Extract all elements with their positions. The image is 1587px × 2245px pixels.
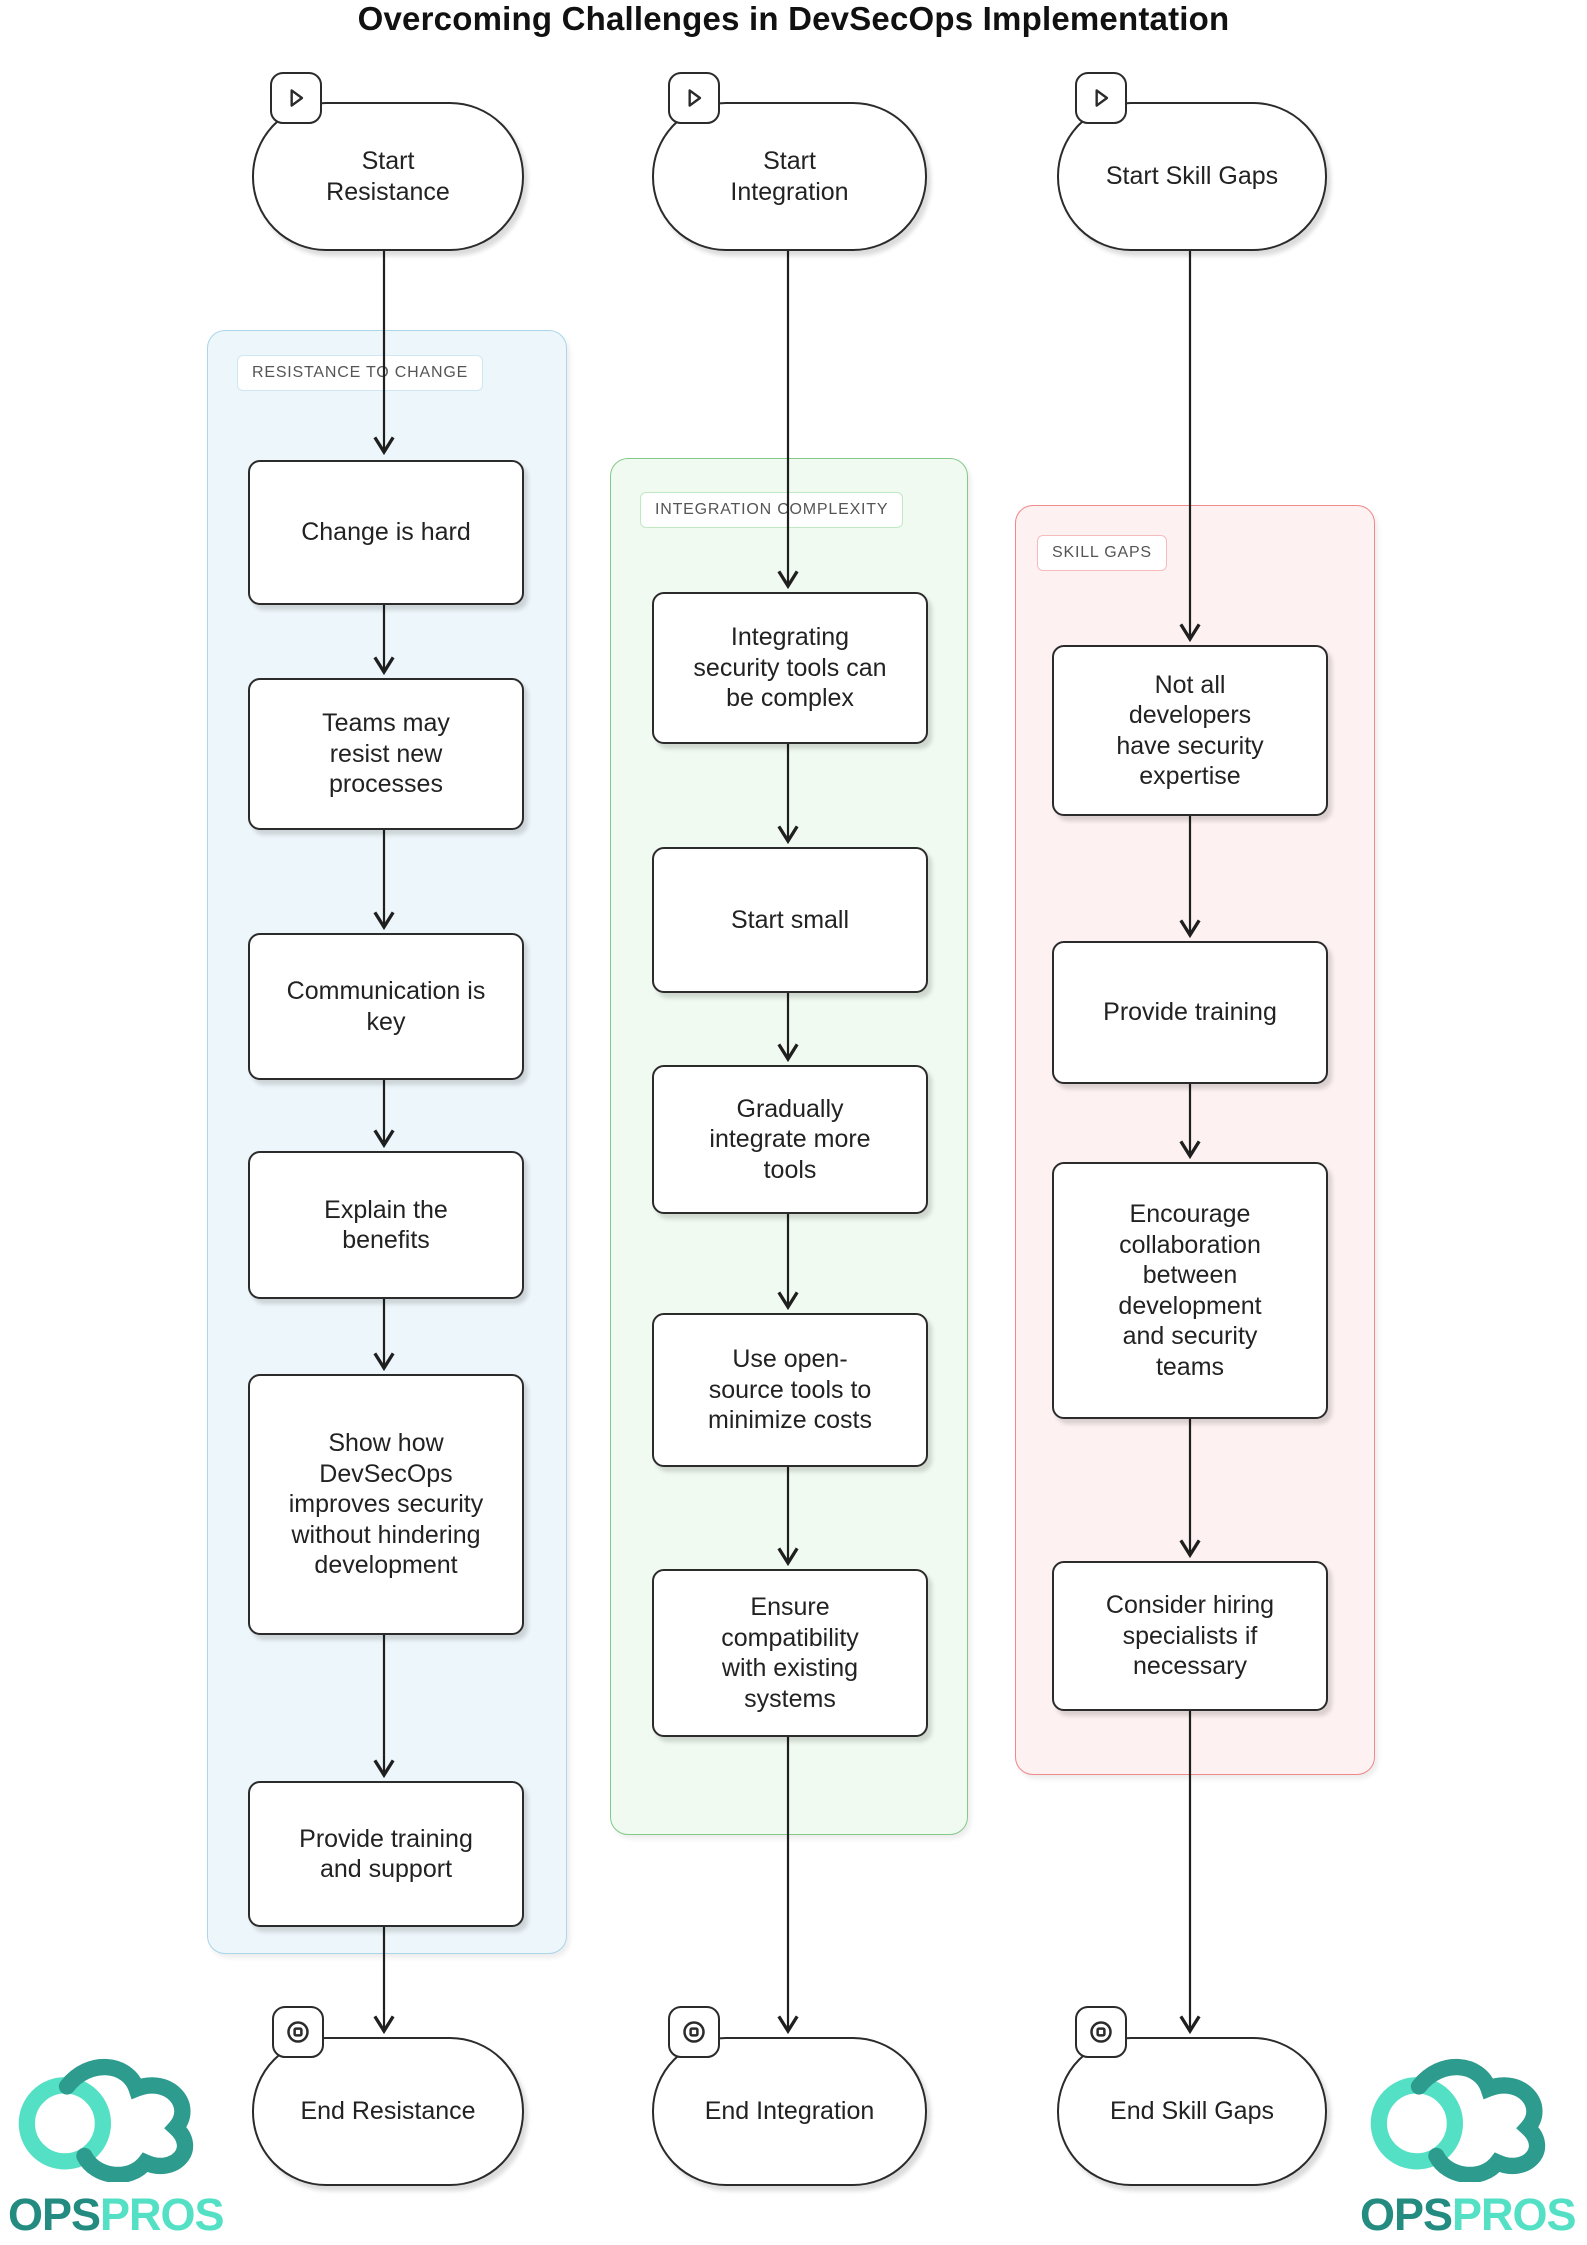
- node-start-small: [652, 847, 928, 993]
- opspros-cloud-icon: [1360, 2056, 1578, 2182]
- play-icon: [668, 72, 720, 124]
- node-label: Teams may resist new processes: [322, 709, 450, 799]
- node-label: End Skill Gaps: [1110, 2097, 1274, 2126]
- node-provide-training-support: [248, 1781, 524, 1927]
- node-label: Consider hiring specialists if necessary: [1105, 1591, 1275, 1681]
- stop-icon: [1075, 2006, 1127, 2058]
- play-icon: [270, 72, 322, 124]
- node-label: End Integration: [704, 2097, 875, 2126]
- node-change-is-hard: [248, 460, 524, 605]
- node-label: Change is hard: [301, 518, 471, 547]
- node-integrating-complex: [652, 592, 928, 744]
- logo-text-pros: PROS: [100, 2189, 224, 2240]
- node-end-resistance: [252, 2037, 524, 2186]
- node-communication-key: [248, 933, 524, 1080]
- node-start-resistance: [252, 102, 524, 251]
- node-gradually-integrate: [652, 1065, 928, 1214]
- opspros-logo: [1360, 2056, 1578, 2241]
- node-end-integration: [652, 2037, 927, 2186]
- group-label-resistance: RESISTANCE TO CHANGE: [237, 355, 483, 391]
- opspros-wordmark: [8, 2189, 226, 2241]
- node-label: Use open-source tools to minimize costs: [708, 1345, 872, 1435]
- node-not-all-developers: [1052, 645, 1328, 816]
- node-label: Ensure compatibility with existing systems: [721, 1593, 859, 1713]
- node-label: Integrating security tools can be complex: [693, 623, 887, 713]
- stop-icon: [272, 2006, 324, 2058]
- logo-text-pros: PROS: [1452, 2189, 1576, 2240]
- logo-text-ops: OPS: [1360, 2189, 1453, 2240]
- node-label: Not all developers have security expertise: [1116, 670, 1264, 790]
- node-open-source-tools: [652, 1313, 928, 1467]
- node-start-skill-gaps: [1057, 102, 1327, 251]
- stop-icon: [668, 2006, 720, 2058]
- node-label: Provide training: [1103, 998, 1277, 1027]
- group-label-integration: INTEGRATION COMPLEXITY: [640, 492, 903, 528]
- node-label: Provide training and support: [299, 1824, 473, 1883]
- node-label: Gradually integrate more tools: [709, 1094, 871, 1184]
- opspros-wordmark: [1360, 2189, 1578, 2241]
- node-explain-benefits: [248, 1151, 524, 1299]
- play-icon: [1075, 72, 1127, 124]
- node-label: Explain the benefits: [324, 1195, 448, 1254]
- node-show-how-devsecops: [248, 1374, 524, 1635]
- group-label-skill-gaps: SKILL GAPS: [1037, 535, 1167, 571]
- node-start-integration: [652, 102, 927, 251]
- node-label: Start Skill Gaps: [1105, 162, 1279, 191]
- node-label: Show how DevSecOps improves security without hindering development: [288, 1429, 484, 1580]
- node-label: Start Resistance: [326, 147, 450, 206]
- node-label: Encourage collaboration between development and security teams: [1118, 1200, 1262, 1381]
- node-ensure-compatibility: [652, 1569, 928, 1737]
- page-title: Overcoming Challenges in DevSecOps Implementation: [357, 0, 1230, 37]
- node-teams-resist: [248, 678, 524, 830]
- node-end-skill-gaps: [1057, 2037, 1327, 2186]
- node-label: End Resistance: [300, 2097, 476, 2126]
- logo-text-ops: OPS: [8, 2189, 101, 2240]
- node-provide-training: [1052, 941, 1328, 1084]
- node-consider-hiring: [1052, 1561, 1328, 1711]
- node-label: Communication is key: [286, 977, 486, 1036]
- opspros-cloud-icon: [8, 2056, 226, 2182]
- node-label: Start small: [730, 905, 850, 934]
- node-encourage-collaboration: [1052, 1162, 1328, 1419]
- opspros-logo: [8, 2056, 226, 2241]
- node-label: Start Integration: [730, 147, 849, 206]
